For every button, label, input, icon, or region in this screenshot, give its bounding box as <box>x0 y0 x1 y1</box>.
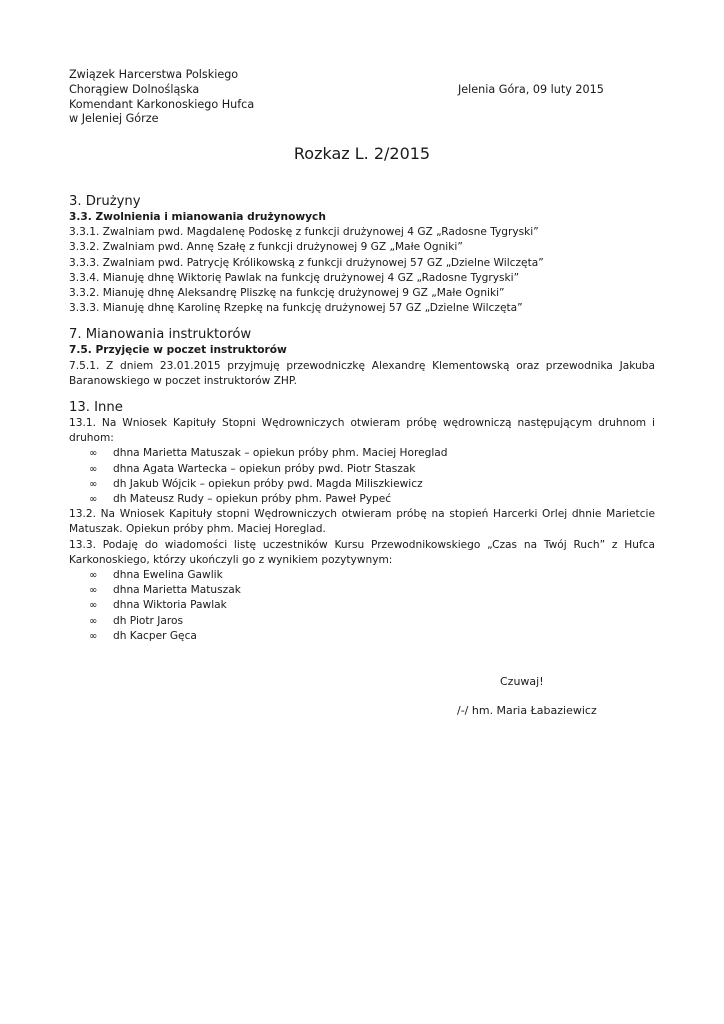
order-paragraph: 13.1. Na Wniosek Kapituły Stopni Wędrowniczych otwieram próbę wędrowniczą następującym druhnom i druhom: <box>69 417 655 445</box>
subsection-heading: 3.3. Zwolnienia i mianowania drużynowych <box>69 211 326 223</box>
header-line: Chorągiew Dolnośląska <box>69 82 200 96</box>
subsection-heading: 7.5. Przyjęcie w poczet instruktorów <box>69 344 287 357</box>
infinity-bullet-icon: ∞ <box>89 630 98 642</box>
bullet-list <box>69 568 655 644</box>
list-item: ∞ dh Piotr Jaros <box>89 614 655 629</box>
list-item: ∞ dhna Ewelina Gawlik <box>89 568 655 583</box>
bullet-list <box>69 446 655 507</box>
infinity-bullet-icon: ∞ <box>89 463 98 475</box>
infinity-bullet-icon: ∞ <box>89 478 98 490</box>
list-item: ∞ dhna Marietta Matuszak – opiekun próby phm. Maciej Horeglad <box>89 446 655 461</box>
list-item: ∞ dhna Marietta Matuszak <box>89 583 655 598</box>
order-item: 3.3.2. Zwalniam pwd. Annę Szałę z funkcji drużynowej 9 GZ „Małe Ogniki” <box>69 241 463 254</box>
order-item: 3.3.3. Zwalniam pwd. Patrycję Królikowską z funkcji drużynowej 57 GZ „Dzielne Wilczęta” <box>69 256 544 269</box>
list-item: ∞ dh Kacper Gęca <box>89 629 655 644</box>
infinity-bullet-icon: ∞ <box>89 494 98 506</box>
document-body <box>69 193 655 644</box>
section-heading: 13. Inne <box>69 400 123 416</box>
order-item: 3.3.2. Mianuję dhnę Aleksandrę Pliszkę na funkcję drużynowej 9 GZ „Małe Ogniki” <box>69 287 505 300</box>
infinity-bullet-icon: ∞ <box>89 585 98 597</box>
infinity-bullet-icon: ∞ <box>89 615 98 627</box>
list-item: ∞ dhna Wiktoria Pawlak <box>89 598 655 613</box>
infinity-bullet-icon: ∞ <box>89 570 98 582</box>
section-heading: 3. Drużyny <box>69 194 141 209</box>
order-paragraph: 13.2. Na Wniosek Kapituły stopni Wędrowniczych otwieram próbę na stopień Harcerki Orlej dhnie Marietcie Matuszak. Opiekun próby phm. Maciej Horeglad. <box>69 508 655 536</box>
section-heading: 7. Mianowania instruktorów <box>69 327 252 343</box>
order-item: 3.3.3. Mianuję dhnę Karolinę Rzepkę na funkcję drużynowej 57 GZ „Dzielne Wilczęta” <box>69 302 523 315</box>
list-item: ∞ dh Mateusz Rudy – opiekun próby phm. Paweł Pypeć <box>89 492 655 507</box>
closing-greeting: Czuwaj! <box>500 675 544 688</box>
place-date: Jelenia Góra, 09 luty 2015 <box>458 83 604 96</box>
list-item: ∞ dhna Agata Wartecka – opiekun próby pwd. Piotr Staszak <box>89 462 655 477</box>
signature: /-/ hm. Maria Łabaziewicz <box>457 704 597 717</box>
infinity-bullet-icon: ∞ <box>89 448 98 460</box>
order-item: 3.3.4. Mianuję dhnę Wiktorię Pawlak na funkcję drużynowej 4 GZ „Radosne Tygryski” <box>69 271 520 284</box>
organization-header <box>69 68 254 127</box>
document-title: Rozkaz L. 2/2015 <box>293 144 431 163</box>
header-line: w Jeleniej Górze <box>69 112 159 126</box>
order-paragraph: 13.3. Podaję do wiadomości listę uczestników Kursu Przewodnikowskiego „Czas na Twój Ruch” z Hufca Karkonoskiego, którzy ukończyli go z wynikiem pozytywnym: <box>69 538 655 566</box>
header-line: Związek Harcerstwa Polskiego <box>69 68 239 81</box>
list-item: ∞ dh Jakub Wójcik – opiekun próby pwd. Magda Miliszkiewicz <box>89 477 655 492</box>
infinity-bullet-icon: ∞ <box>89 600 98 612</box>
header-line: Komendant Karkonoskiego Hufca <box>69 97 255 111</box>
order-paragraph: 7.5.1. Z dniem 23.01.2015 przyjmuję przewodniczkę Alexandrę Klementowską oraz przewodnika Jakuba Baranowskiego w poczet instruktorów ZHP. <box>69 359 655 387</box>
order-item: 3.3.1. Zwalniam pwd. Magdalenę Podoskę z funkcji drużynowej 4 GZ „Radosne Tygryski” <box>69 226 539 239</box>
